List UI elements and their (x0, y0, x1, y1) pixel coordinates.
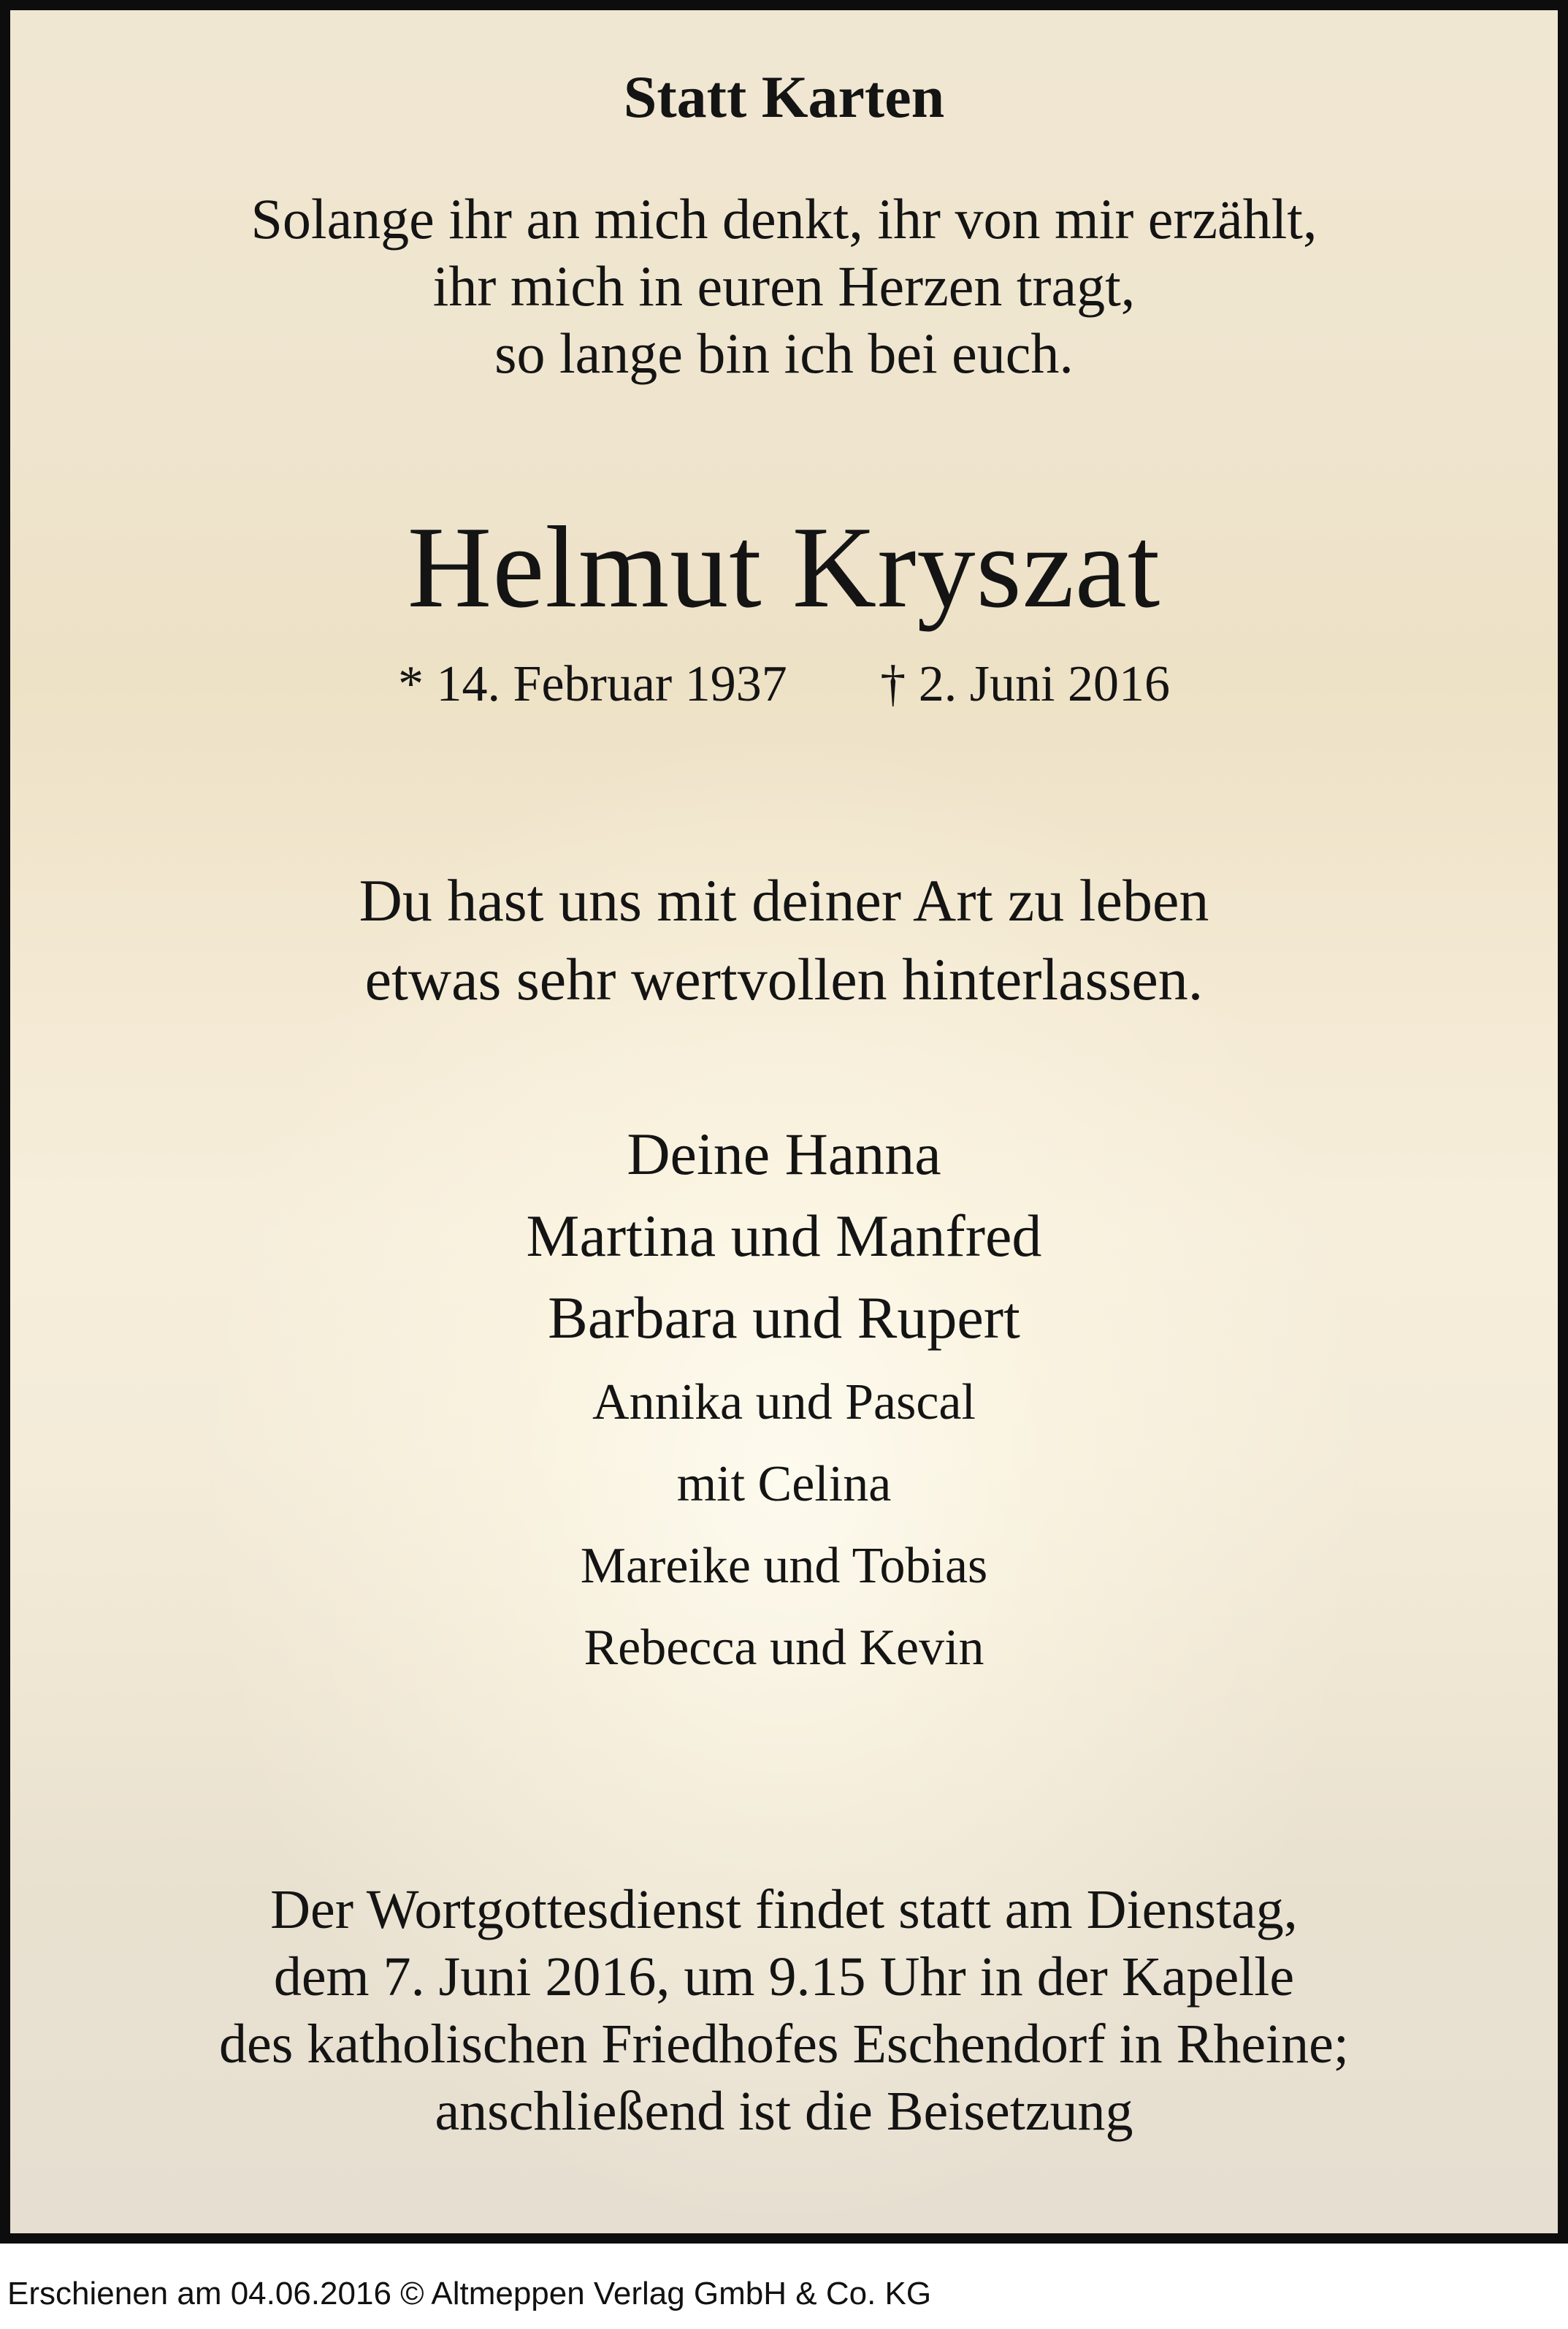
family-member: mit Celina (676, 1456, 892, 1512)
poem-line: so lange bin ich bei euch. (494, 321, 1074, 385)
death-date: † 2. Juni 2016 (880, 656, 1170, 712)
service-line: anschließend ist die Beisetzung (435, 2081, 1133, 2142)
tribute-line: etwas sehr wertvollen hinterlassen. (364, 946, 1204, 1013)
poem-line: ihr mich in euren Herzen tragt, (432, 254, 1136, 318)
family-main-list (10, 1113, 1558, 1359)
poem-verse (10, 186, 1558, 387)
poem-line: Solange ihr an mich denkt, ihr von mir erzählt, (251, 187, 1317, 251)
life-dates (10, 655, 1558, 714)
service-line: des katholischen Friedhofes Eschendorf in Rheine; (218, 2013, 1350, 2075)
family-member: Rebecca und Kevin (584, 1620, 984, 1676)
deceased-name: Helmut Kryszat (407, 502, 1161, 632)
birth-date: * 14. Februar 1937 (398, 656, 787, 712)
family-member: Barbara und Rupert (548, 1284, 1020, 1351)
tribute-text (10, 861, 1558, 1019)
family-member: Annika und Pascal (592, 1374, 976, 1430)
family-grandchildren-list (10, 1362, 1558, 1689)
publication-footer: Erschienen am 04.06.2016 © Altmeppen Verlag GmbH & Co. KG (7, 2276, 932, 2311)
family-member: Mareike und Tobias (580, 1538, 988, 1594)
tribute-line: Du hast uns mit deiner Art zu leben (359, 867, 1209, 934)
service-announcement (10, 1876, 1558, 2145)
service-line: Der Wortgottesdienst findet statt am Dienstag, (270, 1879, 1298, 1940)
family-member: Deine Hanna (627, 1121, 941, 1187)
family-member: Martina und Manfred (526, 1202, 1042, 1269)
service-line: dem 7. Juni 2016, um 9.15 Uhr in der Kapelle (273, 1946, 1295, 2008)
header-statt-karten: Statt Karten (623, 64, 945, 130)
